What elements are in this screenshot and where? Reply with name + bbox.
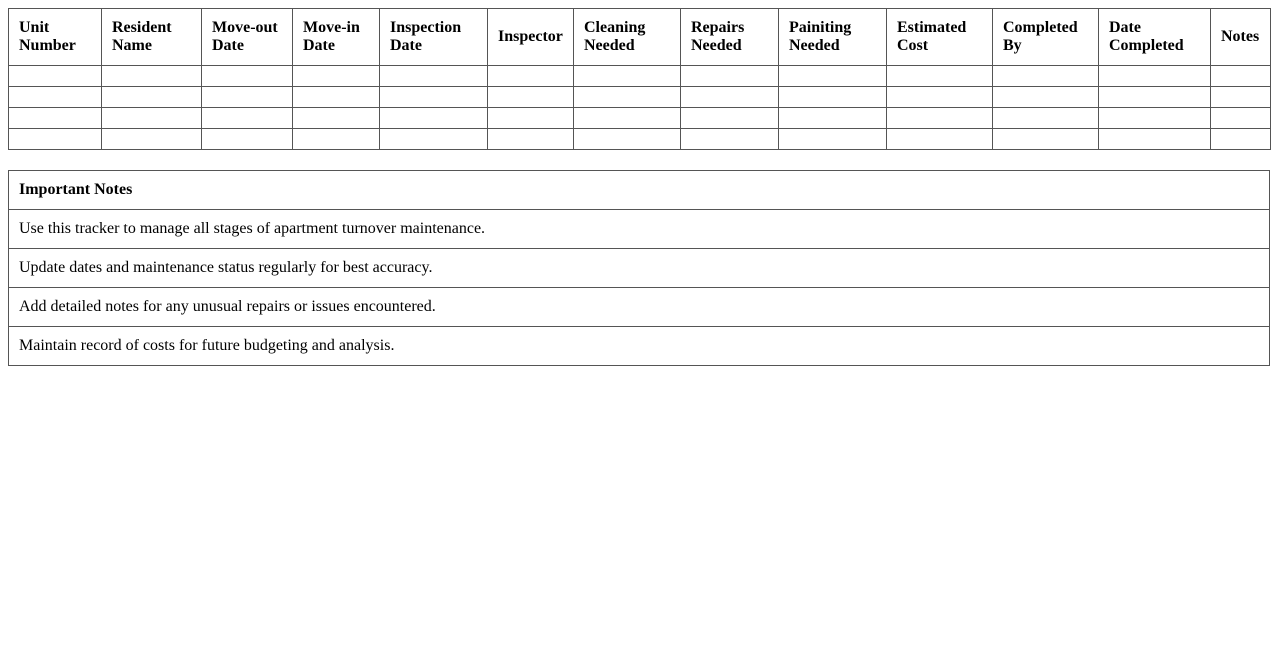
table-cell[interactable] bbox=[9, 66, 102, 87]
table-cell[interactable] bbox=[574, 66, 681, 87]
table-cell[interactable] bbox=[993, 87, 1099, 108]
table-row bbox=[9, 87, 1271, 108]
table-cell[interactable] bbox=[779, 108, 887, 129]
table-cell[interactable] bbox=[202, 66, 293, 87]
header-cleaning-needed: Cleaning Needed bbox=[574, 9, 681, 66]
tracker-header bbox=[9, 9, 1271, 66]
table-cell[interactable] bbox=[293, 129, 380, 150]
table-cell[interactable] bbox=[993, 129, 1099, 150]
turnover-tracker-table bbox=[8, 8, 1271, 150]
note-row bbox=[9, 327, 1270, 366]
table-cell[interactable] bbox=[887, 87, 993, 108]
tracker-body bbox=[9, 66, 1271, 150]
table-cell[interactable] bbox=[993, 108, 1099, 129]
table-cell[interactable] bbox=[380, 129, 488, 150]
table-cell[interactable] bbox=[293, 87, 380, 108]
header-resident-name: Resident Name bbox=[102, 9, 202, 66]
table-cell[interactable] bbox=[681, 87, 779, 108]
table-cell[interactable] bbox=[102, 129, 202, 150]
notes-heading: Important Notes bbox=[9, 171, 1270, 210]
table-cell[interactable] bbox=[293, 108, 380, 129]
table-cell[interactable] bbox=[102, 66, 202, 87]
table-cell[interactable] bbox=[993, 66, 1099, 87]
note-item: Update dates and maintenance status regularly for best accuracy. bbox=[9, 249, 1270, 288]
table-cell[interactable] bbox=[202, 129, 293, 150]
table-cell[interactable] bbox=[293, 66, 380, 87]
table-cell[interactable] bbox=[9, 129, 102, 150]
table-cell[interactable] bbox=[380, 108, 488, 129]
table-cell[interactable] bbox=[887, 108, 993, 129]
table-cell[interactable] bbox=[887, 66, 993, 87]
table-cell[interactable] bbox=[488, 66, 574, 87]
note-item: Use this tracker to manage all stages of apartment turnover maintenance. bbox=[9, 210, 1270, 249]
table-cell[interactable] bbox=[779, 66, 887, 87]
header-notes: Notes bbox=[1211, 9, 1271, 66]
table-row bbox=[9, 129, 1271, 150]
header-repairs-needed: Repairs Needed bbox=[681, 9, 779, 66]
table-row bbox=[9, 66, 1271, 87]
table-cell[interactable] bbox=[488, 108, 574, 129]
table-cell[interactable] bbox=[380, 87, 488, 108]
note-row bbox=[9, 210, 1270, 249]
table-cell[interactable] bbox=[102, 87, 202, 108]
notes-heading-row bbox=[9, 171, 1270, 210]
note-item: Add detailed notes for any unusual repairs or issues encountered. bbox=[9, 288, 1270, 327]
table-cell[interactable] bbox=[681, 108, 779, 129]
header-inspection-date: Inspection Date bbox=[380, 9, 488, 66]
table-cell[interactable] bbox=[1099, 87, 1211, 108]
table-cell[interactable] bbox=[887, 129, 993, 150]
header-estimated-cost: Estimated Cost bbox=[887, 9, 993, 66]
table-cell[interactable] bbox=[488, 87, 574, 108]
table-cell[interactable] bbox=[1211, 108, 1271, 129]
note-row bbox=[9, 288, 1270, 327]
table-cell[interactable] bbox=[380, 66, 488, 87]
header-row bbox=[9, 9, 1271, 66]
table-cell[interactable] bbox=[202, 87, 293, 108]
table-cell[interactable] bbox=[574, 108, 681, 129]
table-cell[interactable] bbox=[9, 108, 102, 129]
table-cell[interactable] bbox=[102, 108, 202, 129]
header-date-completed: Date Completed bbox=[1099, 9, 1211, 66]
table-cell[interactable] bbox=[779, 87, 887, 108]
table-cell[interactable] bbox=[681, 129, 779, 150]
note-row bbox=[9, 249, 1270, 288]
table-cell[interactable] bbox=[1099, 66, 1211, 87]
table-cell[interactable] bbox=[779, 129, 887, 150]
table-cell[interactable] bbox=[1099, 108, 1211, 129]
table-cell[interactable] bbox=[1211, 129, 1271, 150]
table-row bbox=[9, 108, 1271, 129]
note-item: Maintain record of costs for future budgeting and analysis. bbox=[9, 327, 1270, 366]
header-inspector: Inspector bbox=[488, 9, 574, 66]
table-cell[interactable] bbox=[488, 129, 574, 150]
header-move-in-date: Move-in Date bbox=[293, 9, 380, 66]
header-move-out-date: Move-out Date bbox=[202, 9, 293, 66]
table-cell[interactable] bbox=[574, 129, 681, 150]
important-notes-table bbox=[8, 170, 1270, 366]
table-cell[interactable] bbox=[1211, 87, 1271, 108]
header-completed-by: Completed By bbox=[993, 9, 1099, 66]
table-cell[interactable] bbox=[9, 87, 102, 108]
table-cell[interactable] bbox=[681, 66, 779, 87]
table-cell[interactable] bbox=[574, 87, 681, 108]
header-painting-needed: Painiting Needed bbox=[779, 9, 887, 66]
header-unit-number: Unit Number bbox=[9, 9, 102, 66]
table-cell[interactable] bbox=[202, 108, 293, 129]
table-cell[interactable] bbox=[1211, 66, 1271, 87]
table-cell[interactable] bbox=[1099, 129, 1211, 150]
